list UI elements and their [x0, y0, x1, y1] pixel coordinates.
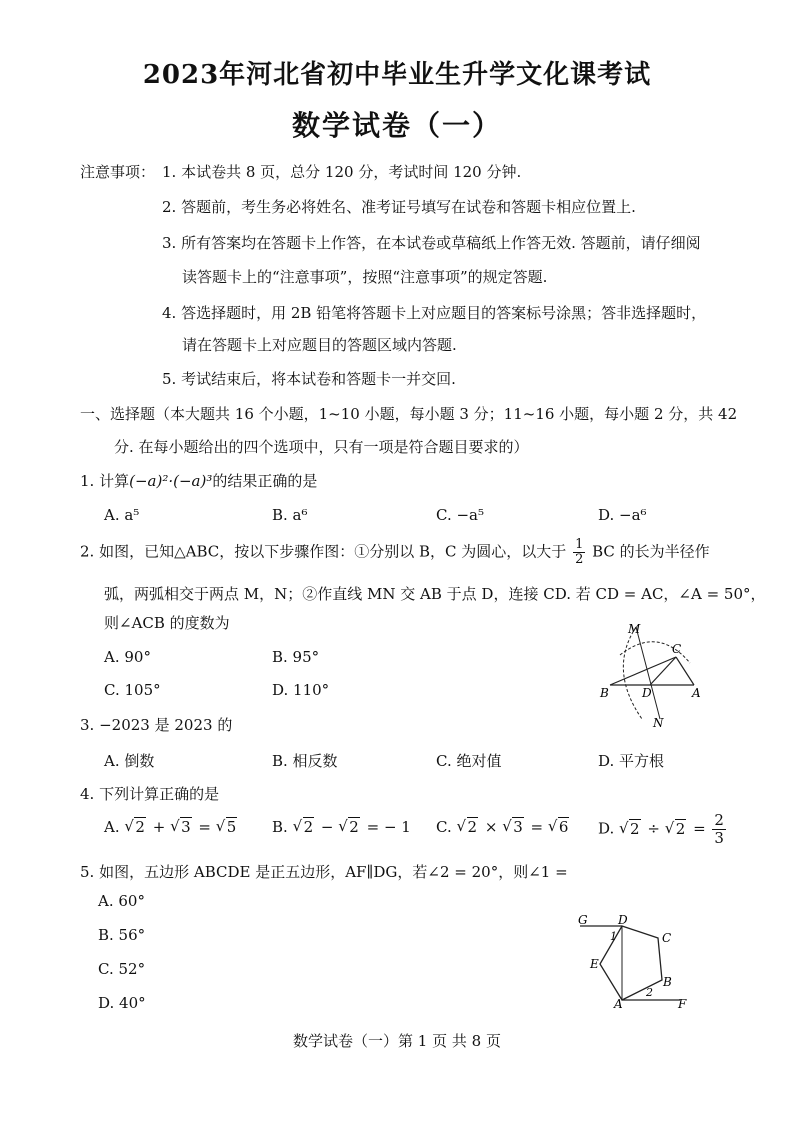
label-c: C	[662, 931, 672, 945]
fraction-numerator: 1	[575, 537, 584, 552]
fraction-numerator: 2	[714, 811, 724, 829]
option-b: B. a⁶	[272, 506, 308, 524]
question-number: 3.	[80, 716, 95, 734]
question-number: 2.	[80, 542, 95, 561]
sqrt-5: √ 5	[216, 818, 238, 836]
note-item: 4. 答选择题时，用 2B 铅笔将答题卡上对应题目的答案标号涂黑；答非选择题时，	[162, 304, 707, 322]
equals-sign: =	[693, 819, 706, 838]
times-sign: ×	[484, 818, 498, 836]
question-stem: 下列计算正确的是	[99, 785, 220, 803]
option-d: D. 110°	[272, 681, 330, 699]
question-2	[80, 538, 710, 567]
angle-2-label: 2	[646, 986, 653, 999]
sqrt-3: √ 3	[170, 818, 192, 836]
option-a: A. 倒数	[104, 752, 155, 770]
option-d: D. 40°	[98, 994, 146, 1012]
segment-ca	[676, 657, 694, 685]
question-2-line3: 则∠ACB 的度数为	[104, 614, 230, 632]
divide-sign: ÷	[647, 819, 660, 838]
fraction-denominator: 3	[714, 829, 724, 847]
option-label: D.	[598, 819, 615, 838]
equals-sign: =	[530, 818, 544, 836]
angle-1-label: 1	[610, 930, 617, 943]
section-heading-cont: 分. 在每小题给出的四个选项中，只有一项是符合题目要求的）	[114, 438, 529, 456]
option-d: D. −a⁶	[598, 506, 647, 524]
plus-sign: +	[152, 818, 166, 836]
option-c: C. 绝对值	[436, 752, 502, 770]
note-item: 2. 答题前，考生务必将姓名、准考证号填写在试卷和答题卡相应位置上.	[162, 198, 636, 216]
question-number: 1.	[80, 472, 95, 490]
option-b	[272, 818, 411, 836]
note-item: 3. 所有答案均在答题卡上作答，在本试卷或草稿纸上作答无效. 答题前，请仔细阅	[162, 234, 701, 252]
label-m: M	[628, 622, 641, 636]
fraction-two-thirds	[712, 812, 726, 847]
page-footer: 数学试卷（一）第 1 页 共 8 页	[293, 1032, 501, 1050]
section-heading: 一、选择题（本大题共 16 个小题，1~10 小题，每小题 3 分；11~16 小题，每小题 2 分，共 42	[80, 405, 738, 423]
question-stem: 计算	[99, 472, 130, 490]
option-label: A.	[104, 818, 120, 836]
question-number: 5.	[80, 863, 95, 881]
label-d: D	[618, 913, 628, 927]
option-a: A. 90°	[104, 648, 151, 666]
option-b: B. 95°	[272, 648, 320, 666]
segment-cd	[650, 657, 676, 685]
label-a: A	[614, 997, 623, 1008]
option-c	[436, 818, 571, 836]
option-label: C.	[436, 818, 452, 836]
notes-label: 注意事项：	[80, 163, 156, 181]
question-5	[80, 861, 568, 882]
option-d	[598, 812, 728, 847]
question-stem-cont: 的结果正确的是	[212, 472, 318, 490]
label-b: B	[600, 686, 609, 700]
sqrt-2: √ 2	[293, 818, 315, 836]
note-item: 1. 本试卷共 8 页，总分 120 分，考试时间 120 分钟.	[162, 163, 522, 181]
question-number: 4.	[80, 785, 95, 803]
label-g: G	[578, 913, 588, 927]
label-c: C	[672, 642, 682, 656]
question-3	[80, 714, 232, 735]
option-b: B. 56°	[98, 926, 146, 944]
fraction-half	[573, 538, 585, 567]
equals-sign: =	[366, 818, 380, 836]
segment-bc	[610, 657, 676, 685]
note-item: 请在答题卡上对应题目的答题区域内答题.	[182, 336, 457, 354]
question-stem: −2023 是 2023 的	[99, 716, 233, 734]
question-stem: 如图，五边形 ABCDE 是正五边形，AF∥DG，若∠2 = 20°，则∠1 =	[99, 863, 568, 881]
option-label: B.	[272, 818, 288, 836]
note-item: 5. 考试结束后，将本试卷和答题卡一并交回.	[162, 370, 456, 388]
equals-sign: =	[198, 818, 211, 836]
option-b: B. 相反数	[272, 752, 338, 770]
triangle-construction-figure	[598, 615, 713, 730]
pentagon-figure	[574, 912, 694, 1008]
sqrt-2: √ 2	[124, 818, 146, 836]
question-2-line2: 弧，两弧相交于两点 M，N；②作直线 MN 交 AB 于点 D，连接 CD. 若 CD = AC，∠A = 50°，	[104, 585, 766, 603]
exam-title: 2023年河北省初中毕业生升学文化课考试	[142, 60, 652, 90]
option-a: A. a⁵	[104, 506, 140, 524]
label-n: N	[653, 716, 664, 730]
math-expression: (−a)²·(−a)³	[129, 472, 213, 490]
label-b: B	[663, 975, 672, 989]
minus-sign: −	[320, 818, 334, 836]
option-c: C. −a⁵	[436, 506, 485, 524]
label-f: F	[678, 997, 687, 1008]
question-1	[80, 470, 317, 491]
label-e: E	[590, 957, 599, 971]
sqrt-2: √ 2	[338, 818, 360, 836]
question-4	[80, 783, 219, 804]
option-c: C. 105°	[104, 681, 161, 699]
sqrt-2: √ 2	[665, 820, 687, 838]
label-a: A	[692, 686, 701, 700]
option-a	[104, 818, 239, 836]
paper-subtitle: 数学试卷（一）	[291, 109, 502, 142]
note-item: 读答题卡上的“注意事项”，按照“注意事项”的规定答题.	[182, 268, 548, 286]
option-a: A. 60°	[98, 892, 145, 910]
sqrt-3: √ 3	[502, 818, 524, 836]
question-stem-cont: BC 的长为半径作	[592, 542, 710, 561]
fraction-denominator: 2	[575, 552, 584, 567]
option-d: D. 平方根	[598, 752, 665, 770]
option-c: C. 52°	[98, 960, 146, 978]
result-value: − 1	[383, 818, 411, 836]
sqrt-6: √ 6	[548, 818, 570, 836]
question-stem: 如图，已知△ABC，按以下步骤作图：①分别以 B，C 为圆心，以大于	[99, 542, 567, 561]
sqrt-2: √ 2	[457, 818, 479, 836]
sqrt-2: √ 2	[619, 820, 641, 838]
label-d: D	[642, 686, 652, 700]
